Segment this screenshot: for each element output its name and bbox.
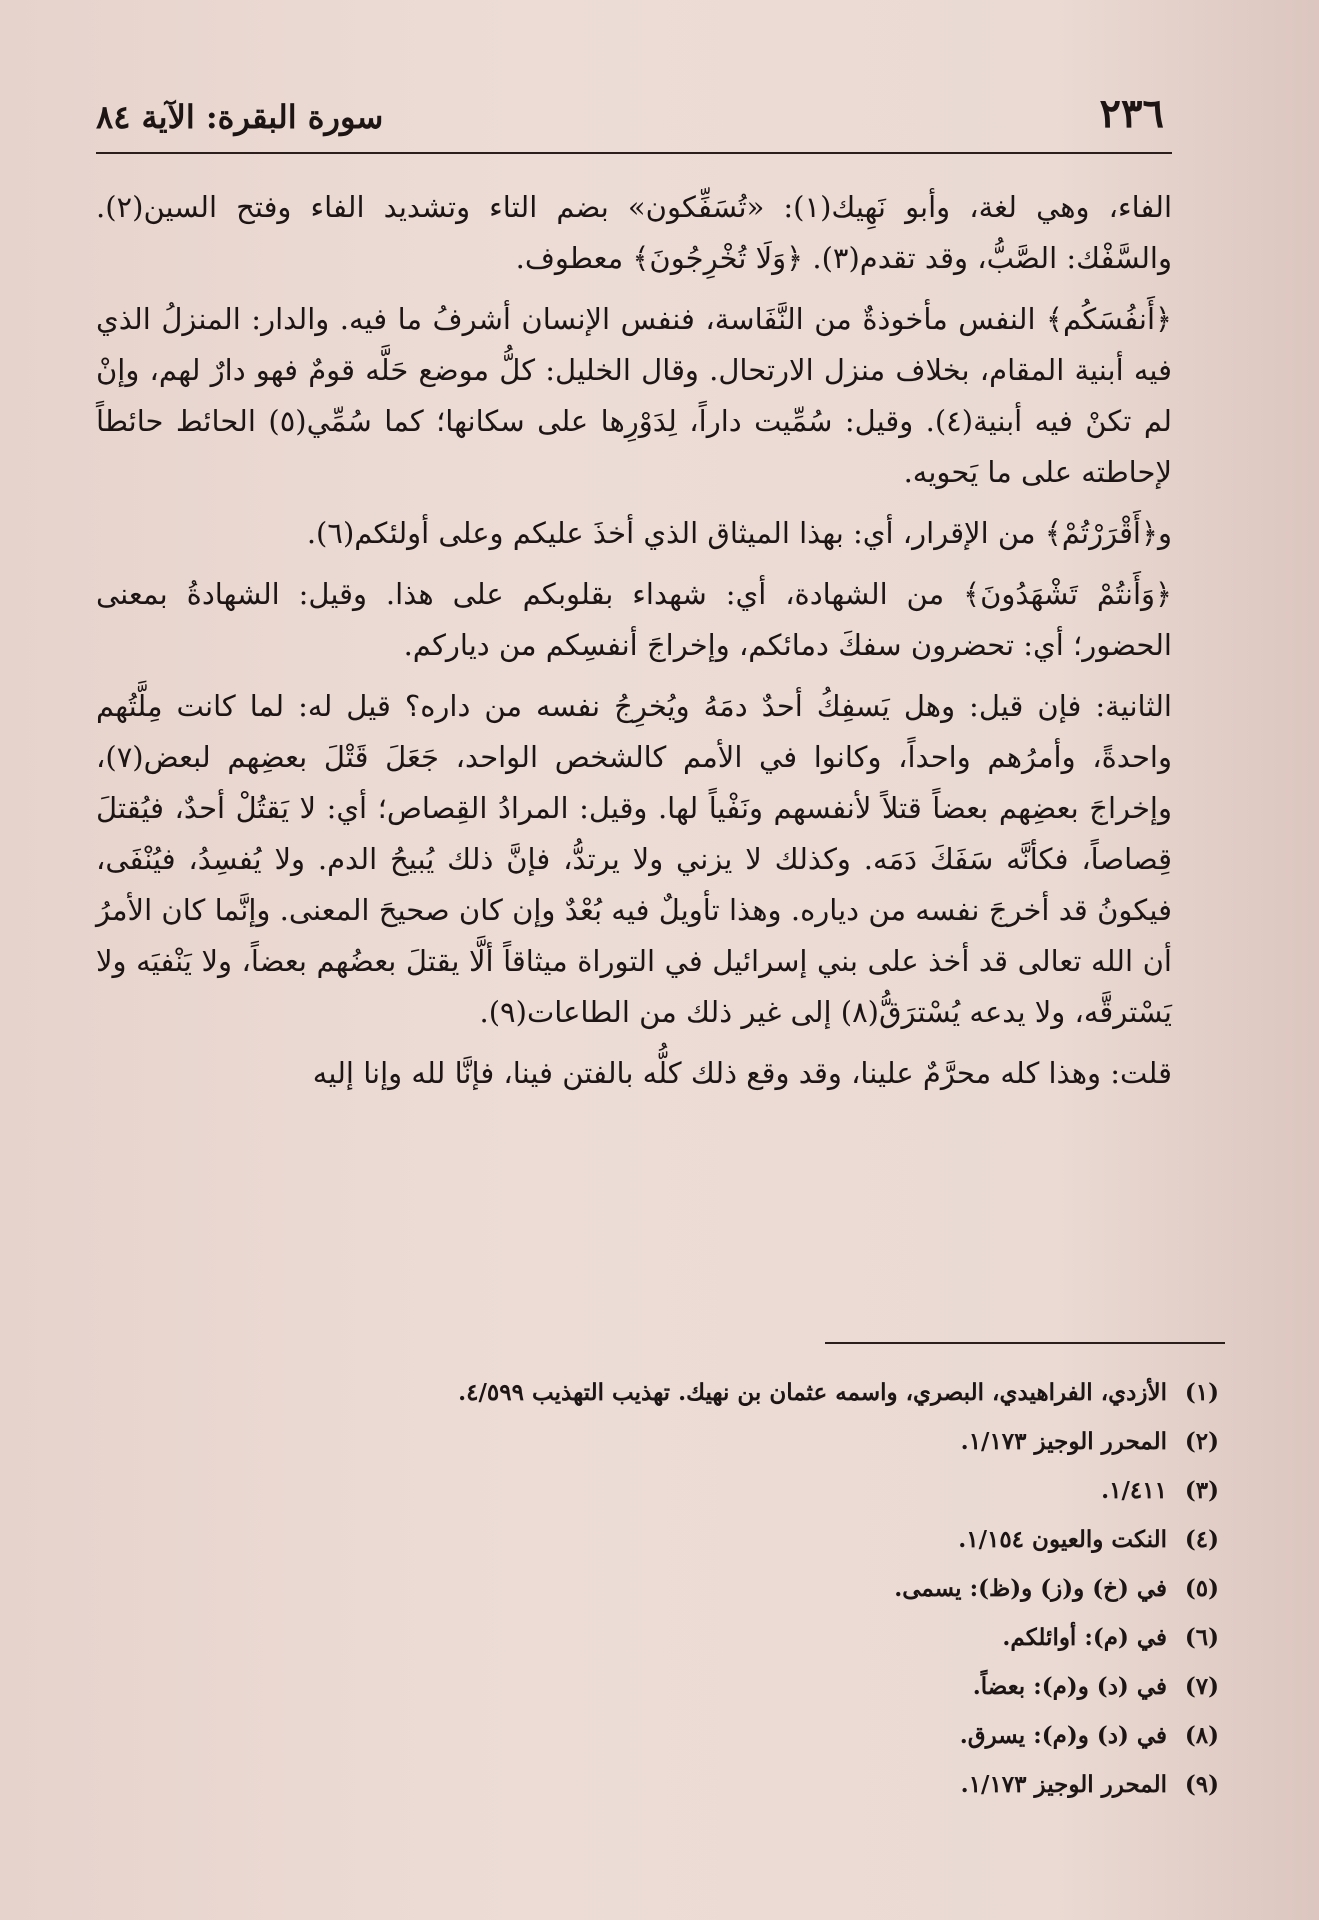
footnote-text: في (د) و(م): بعضاً. [972,1673,1167,1700]
running-title: سورة البقرة: الآية ٨٤ [96,98,384,136]
footnote-number: (٢) [1184,1428,1219,1455]
footnote [159,1515,1219,1564]
footnotes-list [159,1368,1219,1809]
footnote-number: (٩) [1184,1771,1219,1798]
footnote [159,1466,1219,1515]
footnote-number: (٨) [1184,1722,1219,1749]
paragraph: قلت: وهذا كله محرَّمٌ علينا، وقد وقع ذلك كلُّه بالفتن فينا، فإنَّا لله وإنا إليه [312,1056,1172,1090]
footnote-text: الأزدي، الفراهيدي، البصري، واسمه عثمان بن نهيك. تهذيب التهذيب ٤/٥٩٩. [458,1379,1167,1406]
paragraph: ﴿وَأَنتُمْ تَشْهَدُونَ﴾ من الشهادة، أي: شهداء بقلوبكم على هذا. وقيل: الشهادةُ بمعنى الحضور؛ أي: تحضرون سفكَ دمائكم، وإخراجَ أنفسِكم من دياركم. [96,577,1172,662]
paragraph: ﴿أَنفُسَكُم﴾ النفس مأخوذةٌ من النَّفَاسة، فنفس الإنسان أشرفُ ما فيه. والدار: المنزلُ الذي فيه أبنية المقام، بخلاف منزل الارتحال. وقال الخليل: كلُّ موضع حَلَّه قومٌ فهو دارٌ لهم، وإنْ لم تكنْ فيه أبنية(٤). وقيل: سُمِّيت داراً، لِدَوْرِها على سكانها؛ كما سُمِّي(٥) الحائط حائطاً لإحاطته على ما يَحويه. [96,302,1172,489]
main-text [96,182,1172,1109]
footnote-number: (٤) [1184,1526,1219,1553]
footnote-text: في (م): أوائلكم. [1002,1624,1167,1651]
footnote [159,1564,1219,1613]
footnote-number: (٧) [1184,1673,1219,1700]
footnote [159,1417,1219,1466]
paragraph: الثانية: فإن قيل: وهل يَسفِكُ أحدٌ دمَهُ ويُخرِجُ نفسه من داره؟ قيل له: لما كانت مِلَّتُهم واحدةً، وأمرُهم واحداً، وكانوا في الأمم كالشخص الواحد، جَعَلَ قَتْلَ بعضِهم لبعض(٧)، وإخراجَ بعضِهم بعضاً قتلاً لأنفسهم ونَفْياً لها. وقيل: المرادُ القِصاص؛ أي: لا يَقتُلْ أحدٌ، فيُقتلَ قِصاصاً، فكأنَّه سَفَكَ دَمَه. وكذلك لا يزني ولا يرتدُّ، فإنَّ ذلك يُبيحُ الدم. ولا يُفسِدُ، فيُنْفَى، فيكونُ قد أخرجَ نفسه من دياره. وهذا تأويلٌ فيه بُعْدٌ وإن كان صحيحَ المعنى. وإنَّما كان الأمرُ أن الله تعالى قد أخذ على بني إسرائيل في التوراة ميثاقاً ألَّا يقتلَ بعضُهم بعضاً، ولا يَنْفيَه ولا يَسْترقَّه، ولا يدعه يُسْترَقُّ(٨) إلى غير ذلك من الطاعات(٩). [96,689,1172,1029]
footnote-text: المحرر الوجيز ١/١٧٣. [960,1428,1167,1455]
footnote-text: في (د) و(م): يسرق. [959,1722,1167,1749]
footnote [159,1711,1219,1760]
page-number: ٢٣٦ [1099,90,1164,137]
footnote-divider [825,1342,1225,1344]
footnote-number: (٦) [1184,1624,1219,1651]
footnote-text: ١/٤١١. [1101,1477,1167,1504]
footnote-text: النكت والعيون ١/١٥٤. [958,1526,1167,1553]
footnote [159,1760,1219,1809]
footnote-text: في (خ) و(ز) و(ظ): يسمى. [894,1575,1167,1602]
footnote-text: المحرر الوجيز ١/١٧٣. [960,1771,1167,1798]
paragraph: و﴿أَقْرَرْتُمْ﴾ من الإقرار، أي: بهذا الميثاق الذي أخذَ عليكم وعلى أولئكم(٦). [306,516,1172,550]
footnote-number: (١) [1184,1379,1219,1406]
footnote [159,1662,1219,1711]
footnote [159,1368,1219,1417]
footnote-number: (٣) [1184,1477,1219,1504]
paragraph: الفاء، وهي لغة، وأبو نَهِيك(١): «تُسَفِّكون» بضم التاء وتشديد الفاء وفتح السين(٢). والسَّفْك: الصَّبُّ، وقد تقدم(٣). ﴿وَلَا تُخْرِجُونَ﴾ معطوف. [96,190,1173,275]
page-header [96,88,1172,154]
footnote-number: (٥) [1184,1575,1219,1602]
footnote [159,1613,1219,1662]
